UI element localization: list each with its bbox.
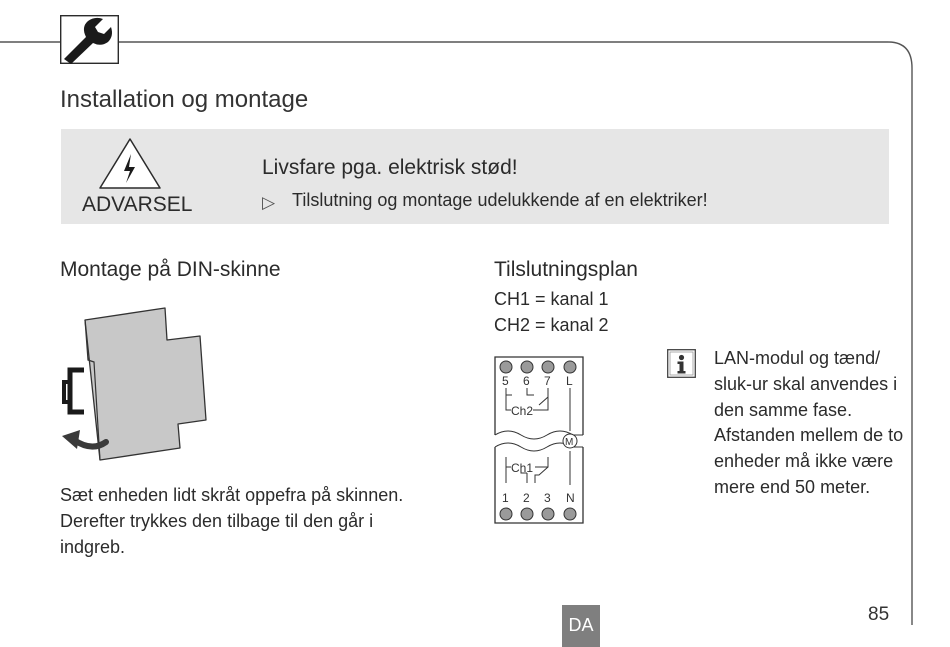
terminal-label: 7 <box>544 374 551 388</box>
section-title: Installation og montage <box>60 86 309 113</box>
warning-title: Livsfare pga. elektrisk stød! <box>262 156 518 179</box>
mounting-title: Montage på DIN-skinne <box>60 258 281 281</box>
wiring-diagram <box>493 355 587 527</box>
warning-triangle-icon <box>97 136 163 192</box>
warning-label: ADVARSEL <box>82 193 193 216</box>
info-note: LAN-modul og tænd/ sluk-ur skal anvendes i den samme fase. Afstanden mellem de to enheder må ikke være mere end 50 meter. <box>714 348 904 497</box>
terminal-label: N <box>566 491 575 505</box>
warning-text: Tilslutning og montage udelukkende af en elektriker! <box>292 190 708 210</box>
terminal-label: 2 <box>523 491 530 505</box>
bullet-arrow-icon: ▷ <box>262 193 276 212</box>
channel-label: Ch1 <box>511 461 534 475</box>
channel-legend-1: CH1 = kanal 1 <box>494 289 609 309</box>
channel-label: Ch2 <box>511 404 534 418</box>
language-badge: DA <box>562 605 600 647</box>
din-rail-mounting-illustration <box>50 300 220 465</box>
mounting-instructions: Sæt enheden lidt skråt oppefra på skinnen. Derefter trykkes den tilbage til den går i indgreb. <box>60 485 404 557</box>
terminal-label: 3 <box>544 491 551 505</box>
channel-legend-2: CH2 = kanal 2 <box>494 315 609 335</box>
terminal-label: 6 <box>523 374 530 388</box>
page-number: 85 <box>868 604 890 625</box>
motor-label: M <box>565 437 574 448</box>
wrench-icon <box>60 15 119 64</box>
info-icon <box>667 349 696 378</box>
terminal-label: 5 <box>502 374 509 388</box>
wiring-title: Tilslutningsplan <box>494 258 638 281</box>
terminal-label: 1 <box>502 491 509 505</box>
terminal-label: L <box>566 374 573 388</box>
